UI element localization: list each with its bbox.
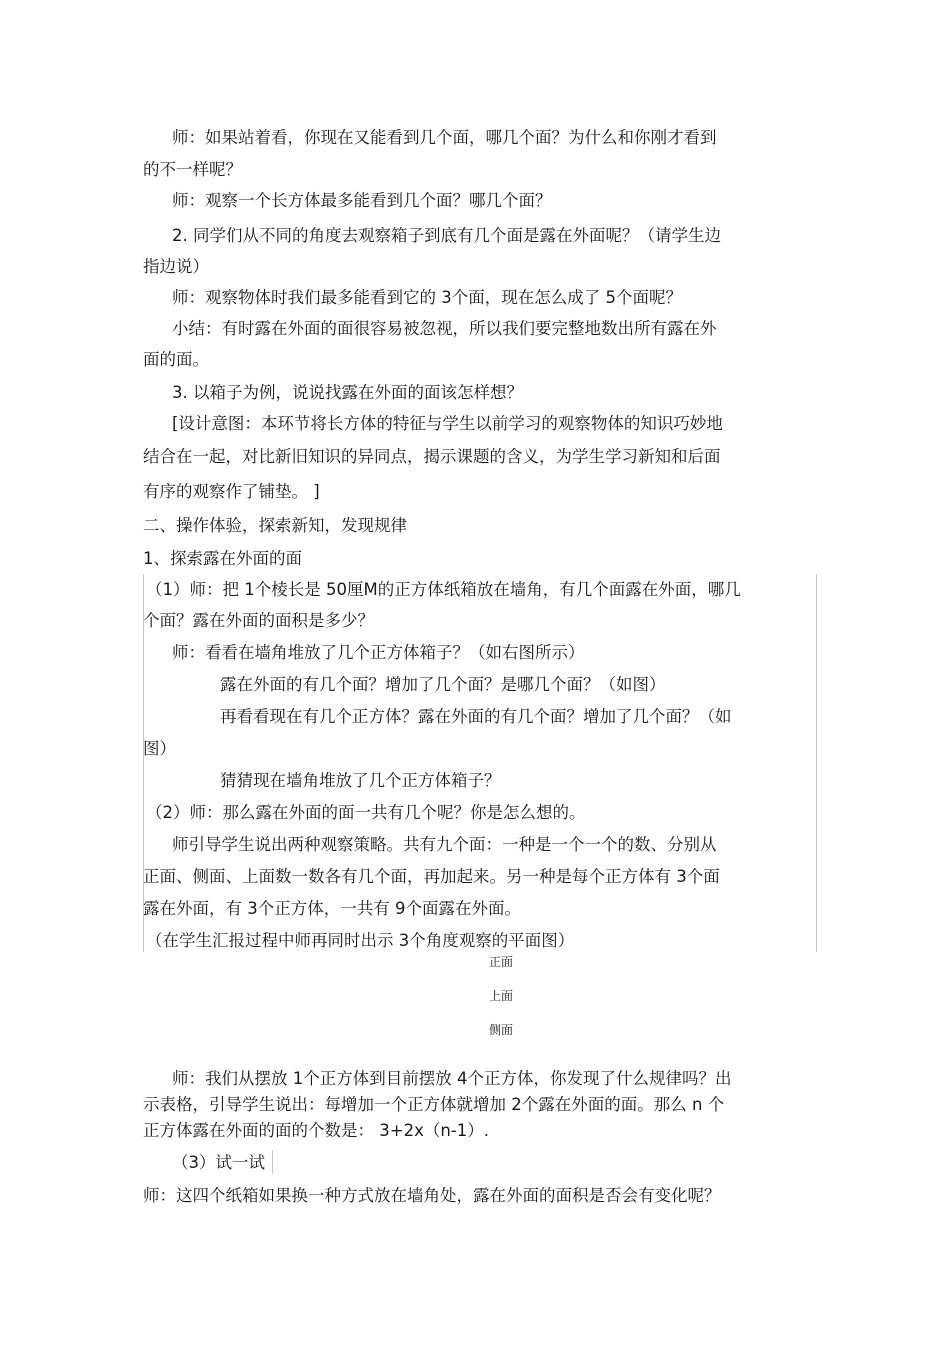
- figure-label-front: 正面: [489, 955, 514, 969]
- text-line: 3. 以箱子为例，说说找露在外面的面该怎样想？: [172, 383, 523, 402]
- text-line: 再看看现在有几个正方体？露在外面的有几个面？增加了几个面？（如: [220, 707, 732, 726]
- text-line: 2. 同学们从不同的角度去观察箱子到底有几个面是露在外面呢？（请学生边: [172, 226, 721, 245]
- text-line: （2）师：那么露在外面的面一共有几个呢？你是怎么想的。: [146, 803, 586, 822]
- text-line: 正面、侧面、上面数一数各有几个面，再加起来。另一种是每个正方体有 3个面: [143, 867, 720, 886]
- text-line: 露在外面，有 3个正方体，一共有 9个面露在外面。: [143, 899, 521, 918]
- text-line: 个面？露在外面的面积是多少？: [143, 611, 374, 630]
- text-line: 师：看看在墙角堆放了几个正方体箱子？（如右图所示）: [172, 643, 585, 662]
- text-line: 师：我们从摆放 1个正方体到目前摆放 4个正方体，你发现了什么规律吗？出: [172, 1069, 732, 1088]
- text-line: 师：观察物体时我们最多能看到它的 3个面，现在怎么成了 5个面呢？: [172, 288, 682, 307]
- figure-label-side: 侧面: [489, 1023, 514, 1037]
- text-line: 师：如果站着看，你现在又能看到几个面，哪几个面？为什么和你刚才看到: [172, 128, 717, 147]
- text-line: 结合在一起，对比新旧知识的异同点，揭示课题的含义，为学生学习新知和后面: [143, 447, 721, 466]
- figure-label-top: 上面: [489, 989, 514, 1003]
- frame-line: [272, 1150, 273, 1174]
- text-line: 猜猜现在墙角堆放了几个正方体箱子？: [220, 771, 501, 790]
- text-line: 师：这四个纸箱如果换一种方式放在墙角处，露在外面的面积是否会有变化呢？: [143, 1186, 721, 1205]
- text-line: （在学生汇报过程中师再同时出示 3个角度观察的平面图）: [146, 931, 575, 950]
- text-line: 正方体露在外面的面的个数是： 3+2x（n-1）.: [143, 1121, 489, 1140]
- text-line: 师引导学生说出两种观察策略。共有九个面：一种是一个一个的数、分别从: [172, 835, 717, 854]
- text-line: 师：观察一个长方体最多能看到几个面？哪几个面？: [172, 191, 552, 210]
- text-line: （1）师：把 1个棱长是 50厘M的正方体纸箱放在墙角，有几个面露在外面，哪几: [146, 580, 741, 599]
- text-line: 小结：有时露在外面的面很容易被忽视，所以我们要完整地数出所有露在外: [172, 319, 717, 338]
- text-line: 露在外面的有几个面？增加了几个面？是哪几个面？（如图）: [220, 675, 666, 694]
- frame-right-line: [816, 574, 817, 952]
- text-line: 示表格，引导学生说出：每增加一个正方体就增加 2个露在外面的面。那么 n 个: [143, 1095, 725, 1114]
- text-line: 指边说）: [143, 257, 209, 276]
- text-line: （3）试一试: [172, 1153, 265, 1172]
- section-heading: 二、操作体验，探索新知，发现规律: [143, 516, 407, 535]
- text-line: 图）: [143, 739, 176, 758]
- text-line: 有序的观察作了铺垫。 ]: [143, 482, 320, 501]
- text-line: [设计意图：本环节将长方体的特征与学生以前学习的观察物体的知识巧妙地: [172, 414, 723, 433]
- text-line: 面的面。: [143, 350, 209, 369]
- subsection-heading: 1、探索露在外面的面: [143, 549, 302, 568]
- text-line: 的不一样呢？: [143, 160, 242, 179]
